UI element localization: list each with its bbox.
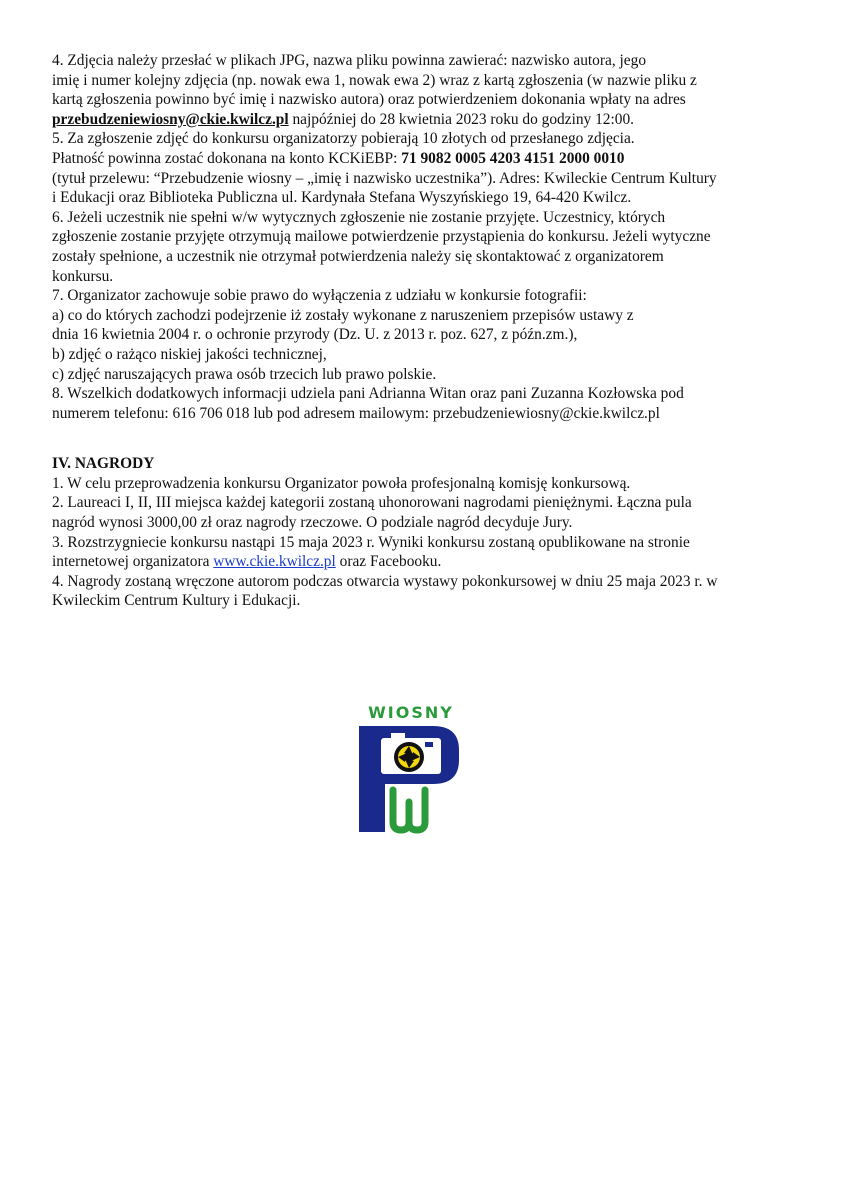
email-deadline-line — [52, 110, 802, 130]
website-link[interactable]: www.ckie.kwilcz.pl — [213, 553, 336, 571]
text-line: zgłoszenie zostanie przyjęte otrzymują mailowe potwierdzenie przystąpienia do konkursu. Jeżeli wytyczne — [52, 228, 711, 246]
prize-line: Kwileckim Centrum Kultury i Edukacji. — [52, 592, 301, 610]
text-line: (tytuł przelewu: “Przebudzenie wiosny – „imię i nazwisko uczestnika”). Adres: Kwileckie Centrum Kultury — [52, 169, 717, 187]
text-line: 5. Za zgłoszenie zdjęć do konkursu organizatorzy pobierają 10 złotych od przesłanego zdjęcia. — [52, 130, 635, 148]
logo-letter-w — [393, 790, 425, 830]
section-spacer — [52, 423, 802, 454]
website-line — [52, 552, 802, 572]
contest-logo — [355, 702, 467, 834]
document-body — [52, 51, 802, 611]
text-line: 6. Jeżeli uczestnik nie spełni w/w wytycznych zgłoszenie nie zostanie przyjęte. Uczestnicy, których — [52, 208, 666, 226]
prize-line: nagród wynosi 3000,00 zł oraz nagrody rzeczowe. O podziale nagród decyduje Jury. — [52, 514, 573, 532]
text-line: b) zdjęć o rażąco niskiej jakości technicznej, — [52, 345, 327, 363]
prize-line: 3. Rozstrzygniecie konkursu nastąpi 15 maja 2023 r. Wyniki konkursu zostaną opublikowane na stronie — [52, 533, 690, 551]
text-line: i Edukacji oraz Biblioteka Publiczna ul. Kardynała Stefana Wyszyńskiego 19, 64-420 Kwilcz. — [52, 189, 632, 207]
prize-line: 4. Nagrody zostaną wręczone autorom podczas otwarcia wystawy pokonkursowej w dniu 25 maja 2023 r. w — [52, 572, 718, 590]
payment-line — [52, 149, 802, 169]
website-suffix: oraz Facebooku. — [335, 553, 442, 571]
email-link[interactable]: przebudzeniewiosny@ckie.kwilcz.pl — [52, 110, 289, 128]
deadline-text: najpóźniej do 28 kwietnia 2023 roku do godziny 12:00. — [288, 110, 635, 128]
text-line: c) zdjęć naruszających prawa osób trzecich lub prawo polskie. — [52, 365, 437, 383]
text-line: zostały spełnione, a uczestnik nie otrzymał potwierdzenia należy się skontaktować z organizatorem — [52, 247, 664, 265]
prize-line: 1. W celu przeprowadzenia konkursu Organizator powoła profesjonalną komisję konkursową. — [52, 474, 631, 492]
text-line: 4. Zdjęcia należy przesłać w plikach JPG, nazwa pliku powinna zawierać: nazwisko autora, jego — [52, 52, 647, 69]
prize-line: 2. Laureaci I, II, III miejsca każdej kategorii zostaną uhonorowani nagrodami pieniężnymi. Łączna pula — [52, 494, 692, 512]
text-line: imię i numer kolejny zdjęcia (np. nowak ewa 1, nowak ewa 2) wraz z kartą zgłoszenia (w nazwie pliku z — [52, 71, 697, 89]
text-line: dnia 16 kwietnia 2004 r. o ochronie przyrody (Dz. U. z 2013 r. poz. 627, z późn.zm.), — [52, 326, 578, 344]
website-prefix: internetowej organizatora — [52, 553, 214, 571]
text-line: 8. Wszelkich dodatkowych informacji udziela pani Adrianna Witan oraz pani Zuzanna Kozłowska pod — [52, 385, 684, 403]
text-line: kartą zgłoszenia powinno być imię i nazwisko autora) oraz potwierdzeniem dokonania wpłaty na adres — [52, 91, 686, 109]
text-line: konkursu. — [52, 267, 114, 285]
section-heading: IV. NAGRODY — [52, 455, 155, 473]
account-number: 71 9082 0005 4203 4151 2000 0010 — [401, 149, 625, 167]
text-line: 7. Organizator zachowuje sobie prawo do wyłączenia z udziału w konkursie fotografii: — [52, 287, 587, 305]
logo-wordmark: WIOSNY — [368, 703, 454, 722]
payment-prefix: Płatność powinna zostać dokonana na konto KCKiEBP: — [52, 149, 402, 167]
text-line: numerem telefonu: 616 706 018 lub pod adresem mailowym: przebudzeniewiosny@ckie.kwilcz.pl — [52, 404, 660, 422]
text-line: a) co do których zachodzi podejrzenie iż zostały wykonane z naruszeniem przepisów ustawy z — [52, 306, 634, 324]
